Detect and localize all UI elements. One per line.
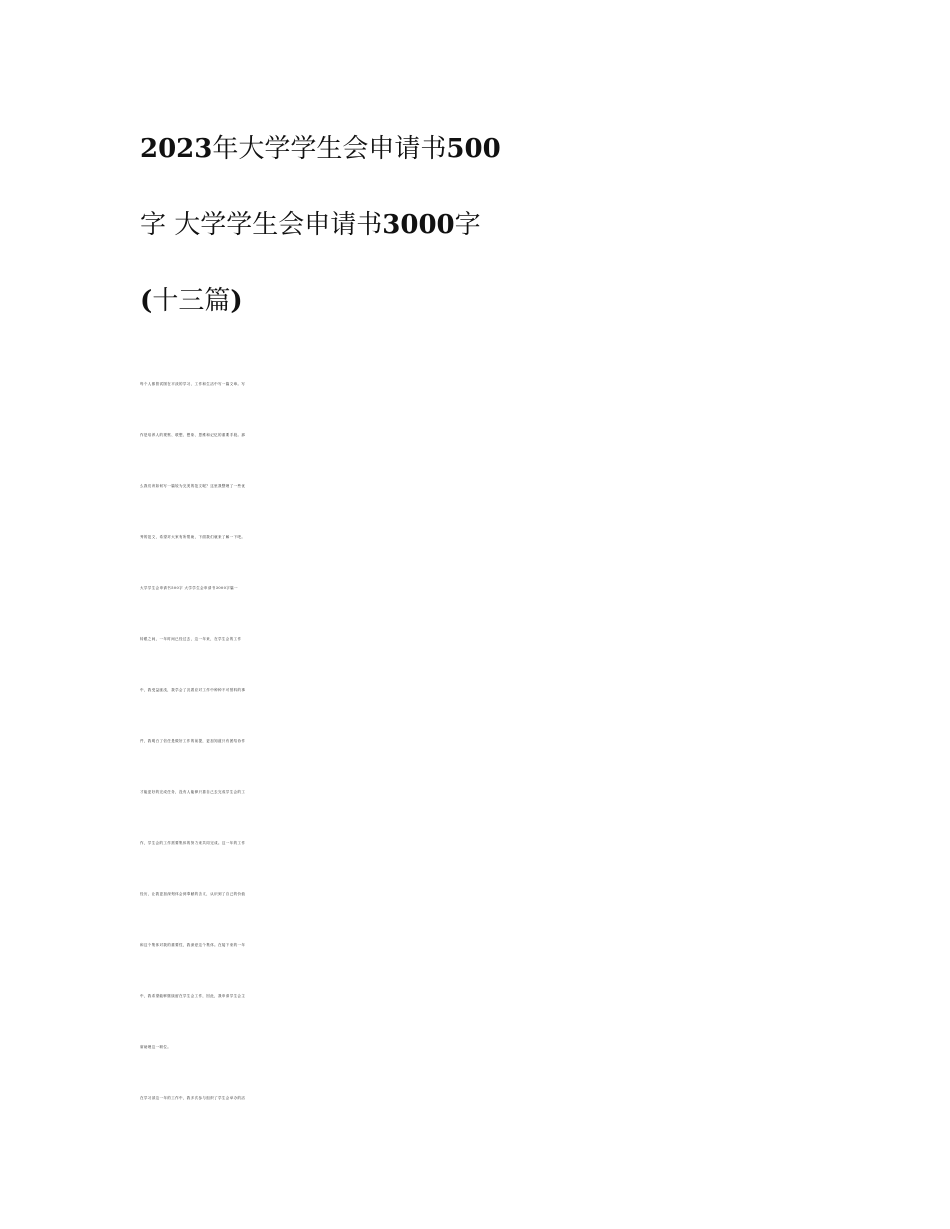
intro-line-3: 么我们该如何写一篇较为完美的范文呢？这里我整理了一些优 (140, 484, 246, 488)
paragraph-line-5: 作，学生会的工作需要集体的努力来共同完成。这一年的工作 (140, 841, 246, 845)
paragraph-line-3: 件，我明白了信任是做好工作的前提，更加知道只有团结协作 (140, 739, 246, 743)
paragraph2-line-1: 在学习部这一年的工作中，我多次参与组织了学生会举办的活 (140, 1096, 246, 1100)
intro-line-4: 秀的范文，希望对大家有所帮助，下面我们就来了解一下吧。 (140, 535, 246, 539)
paragraph-line-8: 中，我希望能够继续留在学生会工作，因此，我申请学生会主 (140, 994, 246, 998)
title-line-3: (十三篇) (140, 286, 243, 316)
document-title (140, 111, 820, 339)
paragraph-line-9: 席助理这一职位。 (140, 1045, 172, 1049)
paragraph-line-1: 转眼之间，一年时间已经过去，这一年来，在学生会的工作 (140, 637, 242, 641)
paragraph-line-4: 才能更好的完成任务，没有人能够只靠自己去完成学生会的工 (140, 790, 246, 794)
paragraph-line-6: 经历，让我更加深刻体会到奉献的含义，认识到了自己的价值 (140, 892, 246, 896)
section-heading: 大学学生会申请书500字 大学学生会申请书3000字篇一 (140, 586, 238, 590)
paragraph-line-2: 中，我受益匪浅，我学会了沉着应对工作中种种不可预料的事 (140, 688, 246, 692)
paragraph-line-7: 和这个集体对我的重要性，我深爱这个集体。在接下来的一年 (140, 943, 246, 947)
document-body (140, 359, 820, 1124)
intro-line-2: 作是培养人的观察、联想、想象、思维和记忆的重要手段。那 (140, 433, 246, 437)
title-line-1: 2023年大学学生会申请书500 (140, 134, 501, 164)
intro-line-1: 每个人都曾试图在平淡的学习、工作和生活中写一篇文章。写 (140, 382, 246, 386)
title-line-2: 字 大学学生会申请书3000字 (140, 210, 481, 240)
